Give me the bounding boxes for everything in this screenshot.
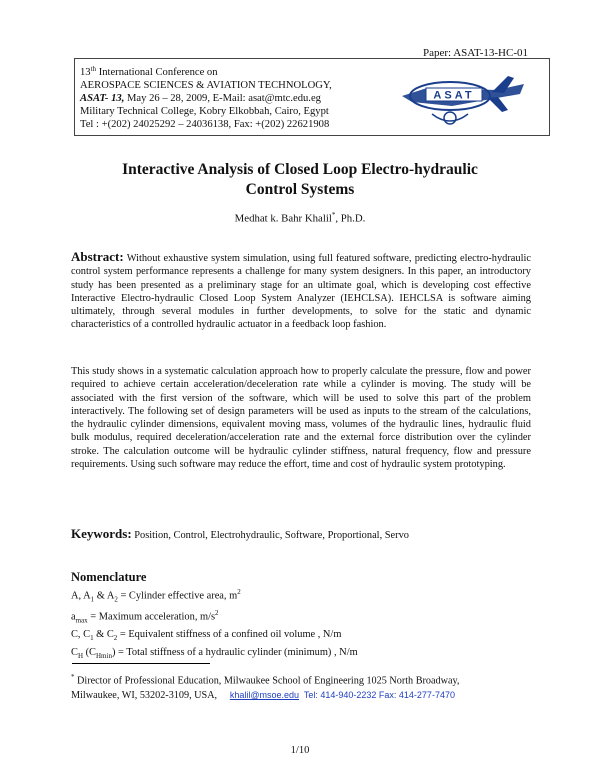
footnote-marker: * (71, 673, 75, 681)
conference-line-3 (80, 92, 332, 105)
paper-title-line-1: Interactive Analysis of Closed Loop Electro-hydraulic (122, 161, 478, 178)
nomenclature-section (71, 571, 531, 664)
conference-info (80, 66, 332, 131)
conference-line-5: Tel : +(202) 24025292 – 24036138, Fax: +(202) 22621908 (80, 119, 330, 130)
footnote (71, 670, 541, 703)
paper-code: Paper: ASAT-13-HC-01 (422, 47, 528, 59)
asat-logo-text: ASAT (433, 89, 475, 102)
footnote-contact: Tel: 414-940-2232 Fax: 414-277-7470 (299, 690, 455, 701)
nomenclature-row: C, $C_1$ & $C_2$ = Equivalent stiffness of a confined oil volume , N/m (71, 629, 342, 643)
conference-line-2: AEROSPACE SCIENCES & AVIATION TECHNOLOGY, (80, 80, 332, 91)
conference-date-email: May 26 – 28, 2009, E-Mail: asat@mtc.edu.eg (124, 93, 321, 104)
footnote-line-2: Milwaukee, WI, 53202-3109, USA, khalil@msoe.edu Tel: 414-940-2232 Fax: 414-277-7470 (71, 690, 455, 702)
footnote-email-link[interactable]: khalil@msoe.edu (229, 690, 300, 701)
abstract-paragraph (71, 250, 531, 332)
footnote-divider (72, 663, 210, 664)
paper-title-line-2: Control Systems (245, 181, 355, 198)
conference-acronym: ASAT- 13, (80, 93, 125, 104)
conference-number-suffix: th (90, 65, 97, 73)
nomenclature-row: $a_{max}$ = Maximum acceleration, $m/s^2$ (71, 609, 219, 625)
study-paragraph: This study shows in a systematic calculation approach how to properly calculate the pressure, flow and power required to achieve certain acceleration/deceleration rate while a cylinder is moving. The study will be associated with the first version of the software, which will be used to solve this part of the problem interactively. The following set of design parameters will be used as inputs to the stream of the calculations, the hydraulic cylinder dimensions, equivalent moving mass, volumes of the hydraulic lines, hydraulic fluid bulk modulus, required deceleration/acceleration rate and the external force distribution over the cylinder stroke. The calculation outcome will be hydraulic cylinder stiffness, natural frequency, flow and pressure requirements. Using such software may reduce the effort, time and cost of hydraulic system prototyping. (71, 366, 531, 471)
nomenclature-row: A, $A_1$ & $A_2$ = Cylinder effective area, $m^2$ (71, 588, 241, 604)
abstract-heading: Abstract: (71, 249, 124, 264)
paper-title (0, 160, 600, 200)
author-degree: , Ph.D. (335, 212, 366, 225)
author-footnote-marker: * (331, 211, 336, 219)
conference-line-4: Military Technical College, Kobry Elkobbah, Cairo, Egypt (80, 106, 329, 117)
author-name: Medhat k. Bahr Khalil (234, 212, 332, 225)
nomenclature-heading: Nomenclature (71, 570, 147, 584)
asat-logo (392, 66, 532, 132)
conference-line-1 (80, 66, 332, 79)
author-line (0, 211, 600, 225)
keywords-heading: Keywords: (71, 526, 132, 541)
nomenclature-row: $C_H$ $(C_{Hmin})$ = Total stiffness of a hydraulic cylinder (minimum) , N/m (71, 646, 358, 661)
keywords-text: Position, Control, Electrohydraulic, Software, Proportional, Servo (131, 530, 410, 541)
abstract-text: Without exhaustive system simulation, using full featured software, predicting electro-hydraulic control system performance represents a challenge for many system designers. In this paper, an introductory study has been presented as a preliminary stage for an ultimate goal, which is developing cost effective Interactive Electro-hydraulic Closed Loop System Analyzer (IEHCLSA). IEHCLSA is software aiming ultimately, through several modules in further developments, to solve for the static and dynamic characteristics of a controlled hydraulic actuator in a feedback loop fashion. (71, 253, 531, 331)
footnote-line-1: * Director of Professional Education, Milwaukee School of Engineering 1025 North Broadway, (71, 673, 460, 687)
keywords-line (71, 527, 531, 542)
page-number: 1/10 (290, 745, 310, 756)
conference-line-1-text: International Conference on (96, 67, 218, 78)
conference-number: 13 (80, 67, 91, 78)
